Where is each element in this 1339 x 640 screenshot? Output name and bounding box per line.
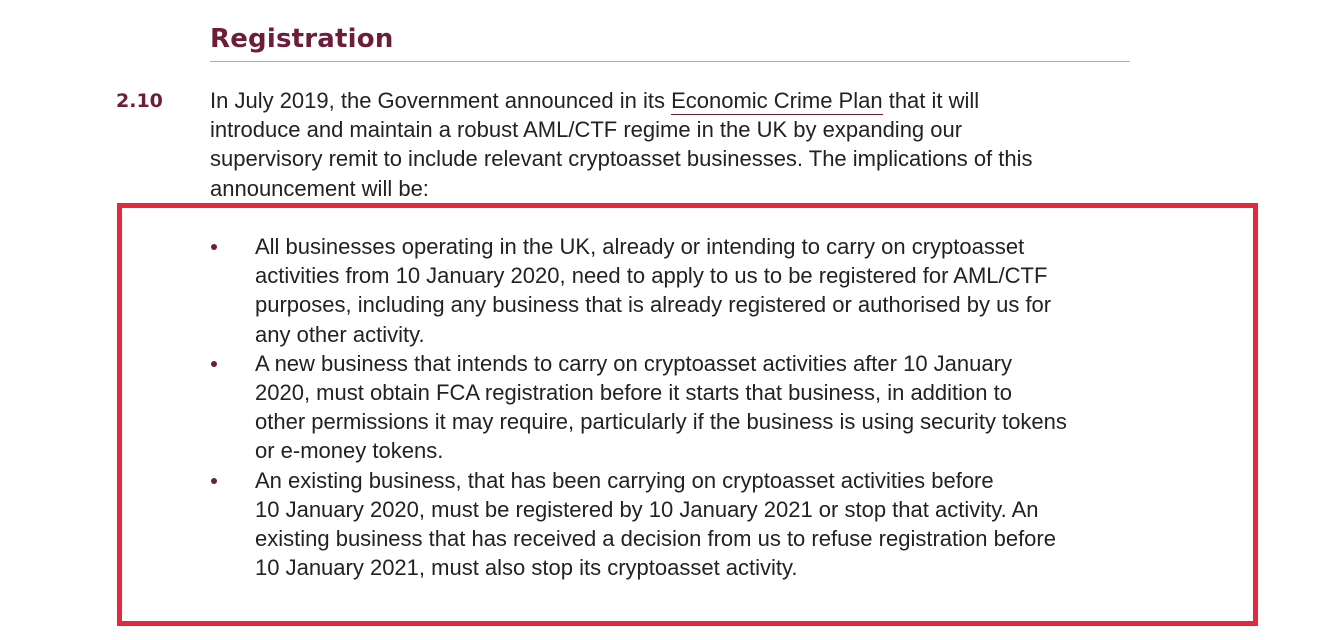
- list-item-line: 2020, must obtain FCA registration before it starts that business, in addition to: [255, 380, 1012, 406]
- paragraph-text: [210, 86, 1150, 203]
- paragraph-number: 2.10: [116, 90, 163, 112]
- list-item: [210, 232, 1150, 349]
- list-item-line: A new business that intends to carry on cryptoasset activities after 10 January: [255, 350, 1012, 376]
- paragraph-line-4: announcement will be:: [210, 175, 429, 201]
- bullet-dot-icon: [211, 244, 217, 250]
- list-item-line: 10 January 2021, must also stop its cryptoasset activity.: [255, 555, 798, 581]
- bullet-dot-icon: [211, 478, 217, 484]
- implications-list: [210, 232, 1150, 582]
- list-item-line: All businesses operating in the UK, already or intending to carry on cryptoasset: [255, 234, 1025, 259]
- paragraph-line-3: supervisory remit to include relevant cryptoasset businesses. The implications of this: [210, 146, 1033, 172]
- list-item-line: existing business that has received a decision from us to refuse registration before: [255, 526, 1056, 552]
- heading-divider: [210, 61, 1130, 62]
- list-item-line: purposes, including any business that is already registered or authorised by us for: [255, 292, 1052, 318]
- list-item-line: An existing business, that has been carrying on cryptoasset activities before: [255, 467, 994, 493]
- list-item-line: activities from 10 January 2020, need to apply to us to be registered for AML/CTF: [255, 263, 1048, 289]
- list-item-line: 10 January 2020, must be registered by 10 January 2021 or stop that activity. An: [255, 496, 1039, 522]
- paragraph-line-2: introduce and maintain a robust AML/CTF regime in the UK by expanding our: [210, 117, 963, 143]
- paragraph-text-before-link: In July 2019, the Government announced in its: [210, 88, 672, 113]
- list-item-line: any other activity.: [255, 321, 425, 347]
- list-item: [210, 349, 1150, 466]
- list-item-line: other permissions it may require, particularly if the business is using security tokens: [255, 409, 1067, 435]
- paragraph-text-after-link: that it will: [882, 88, 980, 113]
- bullet-dot-icon: [211, 361, 217, 367]
- economic-crime-plan-link[interactable]: Economic Crime Plan: [671, 88, 883, 113]
- paragraph-line-1: [210, 86, 1150, 115]
- list-item: [210, 466, 1150, 583]
- section-heading: Registration: [210, 24, 394, 54]
- list-item-line: or e-money tokens.: [255, 438, 444, 464]
